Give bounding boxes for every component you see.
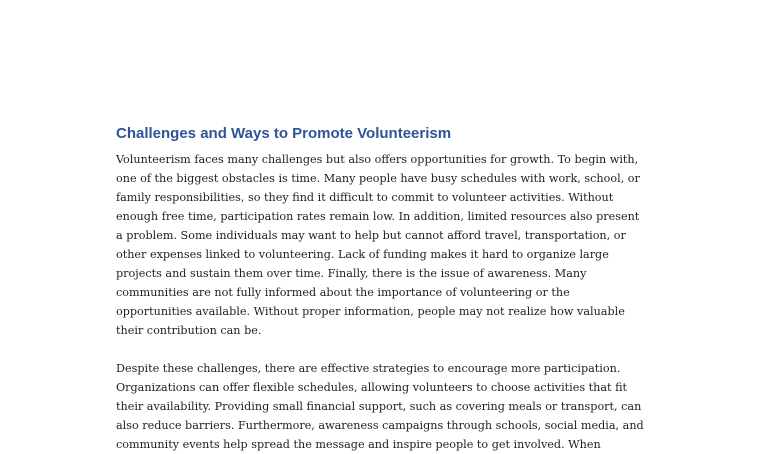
section-heading: Challenges and Ways to Promote Volunteerism — [116, 125, 452, 142]
text-line: also reduce barriers. Furthermore, awareness campaigns through schools, social media, and — [116, 419, 644, 432]
text-line: opportunities available. Without proper information, people may not realize how valuable — [116, 305, 625, 318]
text-line: Volunteerism faces many challenges but also offers opportunities for growth. To begin with, — [116, 153, 639, 166]
paragraph-1 — [116, 150, 672, 340]
text-line: enough free time, participation rates remain low. In addition, limited resources also present — [116, 210, 640, 223]
text-line: Organizations can offer flexible schedules, allowing volunteers to choose activities that fit — [116, 381, 628, 394]
document-body — [116, 124, 672, 454]
text-line: communities are not fully informed about the importance of volunteering or the — [116, 286, 570, 299]
text-line: community events help spread the message and inspire people to get involved. When — [116, 438, 601, 451]
text-line: their contribution can be. — [116, 324, 262, 337]
text-line: projects and sustain them over time. Finally, there is the issue of awareness. Many — [116, 267, 587, 280]
text-line: a problem. Some individuals may want to help but cannot afford travel, transportation, or — [116, 229, 626, 242]
text-line: their availability. Providing small financial support, such as covering meals or transport, can — [116, 400, 642, 413]
paragraph-2 — [116, 359, 672, 454]
text-line: family responsibilities, so they find it difficult to commit to volunteer activities. Without — [116, 191, 614, 204]
text-line: other expenses linked to volunteering. Lack of funding makes it hard to organize large — [116, 248, 609, 261]
paragraph-spacer — [116, 340, 672, 359]
text-line: Despite these challenges, there are effective strategies to encourage more participation. — [116, 362, 621, 375]
text-line: one of the biggest obstacles is time. Many people have busy schedules with work, school, or — [116, 172, 640, 185]
